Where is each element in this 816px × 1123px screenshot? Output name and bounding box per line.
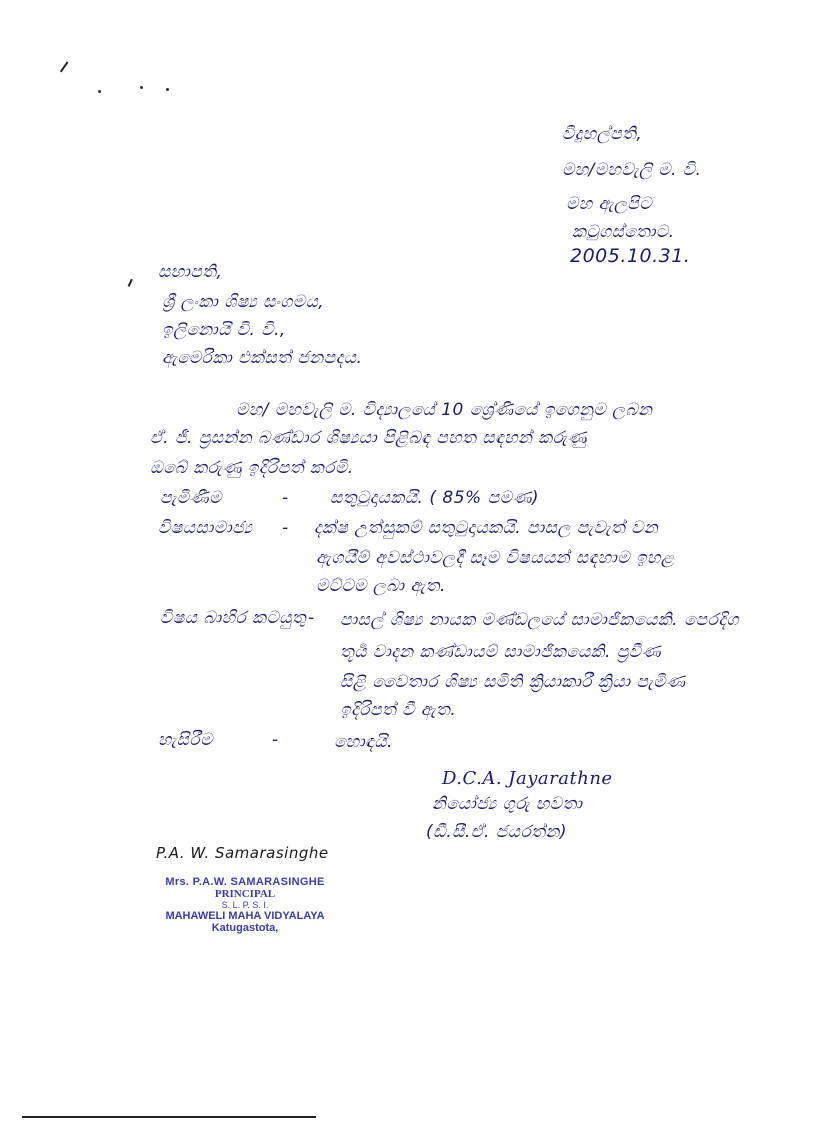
attendance-dash: - [282, 488, 289, 508]
stamp-line-school: MAHAWELI MAHA VIDYALAYA [165, 910, 325, 922]
stamp-line-name: Mrs. P.A.W. SAMARASINGHE [165, 876, 325, 888]
subjects-label: විෂයසාමාජ්‍ය [158, 518, 253, 538]
stray-stroke [128, 279, 133, 287]
signatory-name: (ඩී.සී.ඒ. ජයරත්න) [426, 822, 567, 842]
stamp-line-title: PRINCIPAL [214, 888, 276, 900]
extracurricular-line-2: තූර්‍ය වාදන කණ්ඩායම් සාමාජිකයෙකි. ප්‍රවීණ [340, 642, 662, 662]
recipient-line-3: ඇමෙරිකා එක්සත් ජනපදය. [162, 348, 363, 368]
address-line-1: විදුහල්පති, [562, 124, 643, 144]
subjects-line-3: මට්ටම ලබා ඇත. [316, 576, 446, 596]
signatory-title: නියෝජ්‍ය ගුරු භවතා [432, 794, 583, 814]
attendance-value: සතුටුදායකයි. ( 85% පමණ) [330, 488, 540, 508]
behaviour-value: හොඳයි. [334, 732, 393, 752]
address-line-4: කටුගස්තොට. [572, 222, 675, 242]
address-line-2: මහ/මහවැලි ම. වි. [562, 160, 702, 180]
subjects-line-1: දක්ෂ උත්සුකම් සතුටුදායකයි. පාසල පැවැත් වන [314, 518, 659, 538]
stray-dot [98, 90, 101, 93]
stray-stroke [60, 61, 68, 72]
behaviour-dash: - [272, 730, 279, 750]
recipient-line-2: ඉලිනොයි වි. වි., [162, 320, 286, 340]
recipient-salutation: සභාපති, [158, 262, 223, 282]
extracurricular-label: විෂය බාහිර කටයුතු [160, 608, 307, 628]
body-paragraph-line-3: ඔබේ කරුණු ඉදිරිපත් කරමි. [150, 458, 354, 478]
subjects-line-2: ඇගයීම් අවස්ථාවලදී සෑම විෂයයන් සඳහාම ඉහළ [316, 548, 675, 568]
extracurricular-line-1: පාසල් ශිෂ්‍ය නායක මණ්ඩලයේ සාමාජිකයෙකි. පෙරදිග [340, 610, 740, 630]
stamp-line-code: S. L. P. S. I. [221, 900, 269, 910]
bottom-rule [22, 1116, 316, 1118]
body-paragraph-line-1: මහ/ මහවැලි ම. විද්‍යාලයේ 10 ශ්‍රේණියේ ඉගෙනුම ලබන [236, 400, 653, 420]
behaviour-label: හැසිරීම [158, 730, 213, 750]
letter-date: 2005.10.31. [570, 245, 691, 267]
address-line-3: මහ ඇලපිට [566, 194, 652, 214]
stray-dot [166, 88, 169, 91]
extracurricular-dash: - [308, 608, 315, 628]
signature: D.C.A. Jayarathne [442, 768, 613, 789]
body-paragraph-line-2: ඒ. ජී. ප්‍රසන්න බණ්ඩාර ශිෂ්‍යයා පිළිබඳ පහත සඳහන් කරුණු [150, 428, 587, 448]
stamp-line-town: Katugastota, [211, 922, 279, 934]
subjects-dash: - [282, 518, 289, 538]
extracurricular-line-3: සිළි වෛතාර ශිෂ්‍ය සමිති ක්‍රියාකාරී ක්‍රියා පැමිණ [340, 672, 686, 692]
attendance-label: පැමිණීම [160, 488, 222, 508]
stray-dot [140, 86, 143, 89]
recipient-line-1: ශ්‍රී ලංකා ශිෂ්‍ය සංගමය, [162, 292, 325, 312]
principal-initials: P.A. W. Samarasinghe [156, 844, 329, 862]
extracurricular-line-4: ඉදිරිපත් වී ඇත. [340, 700, 457, 720]
principal-stamp [150, 876, 340, 934]
